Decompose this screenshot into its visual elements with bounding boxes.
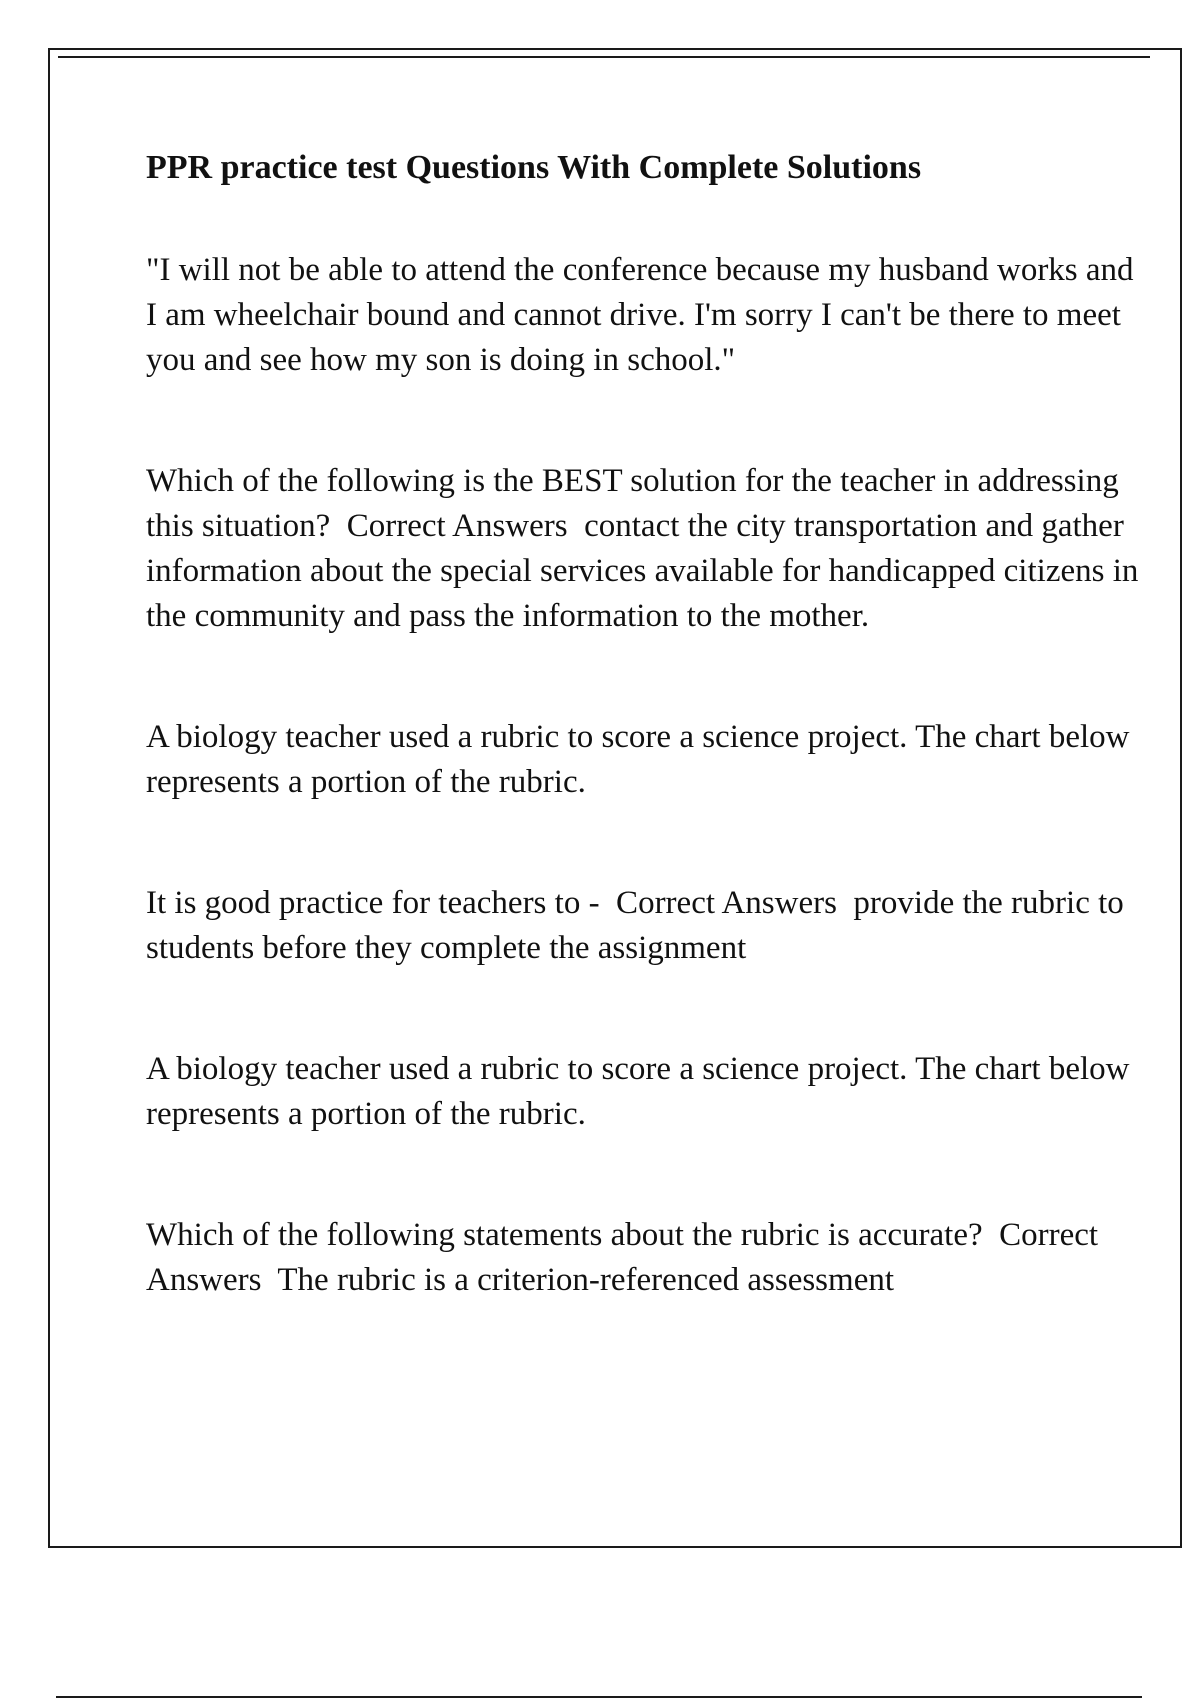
paragraph-parent-quote: "I will not be able to attend the conference because my husband works and I am wheelchair bound and cannot drive. I'm sorry I can't be there to meet you and see how my son is doing in school." (146, 252, 1142, 378)
paragraph-question-1: Which of the following is the BEST solution for the teacher in addressing this situation? Correct Answers contact the city transportation and gather information about the special services available for handicapped citizens in the community and pass the information to the mother. (146, 463, 1147, 634)
document-body (146, 146, 1146, 1379)
paragraph-rubric-intro-1: A biology teacher used a rubric to score a science project. The chart below represents a portion of the rubric. (146, 719, 1138, 800)
bottom-rule-divider (56, 1696, 1142, 1698)
paragraph-question-3: Which of the following statements about the rubric is accurate? Correct Answers The rubric is a criterion-referenced assessment (146, 1217, 1105, 1298)
paragraph-rubric-intro-2: A biology teacher used a rubric to score a science project. The chart below represents a portion of the rubric. (146, 1051, 1138, 1132)
paragraph-question-2: It is good practice for teachers to - Correct Answers provide the rubric to students before they complete the assignment (146, 885, 1133, 966)
top-rule-divider (58, 56, 1150, 58)
page-frame (48, 48, 1182, 1548)
document-title: PPR practice test Questions With Complete Solutions (146, 149, 922, 186)
